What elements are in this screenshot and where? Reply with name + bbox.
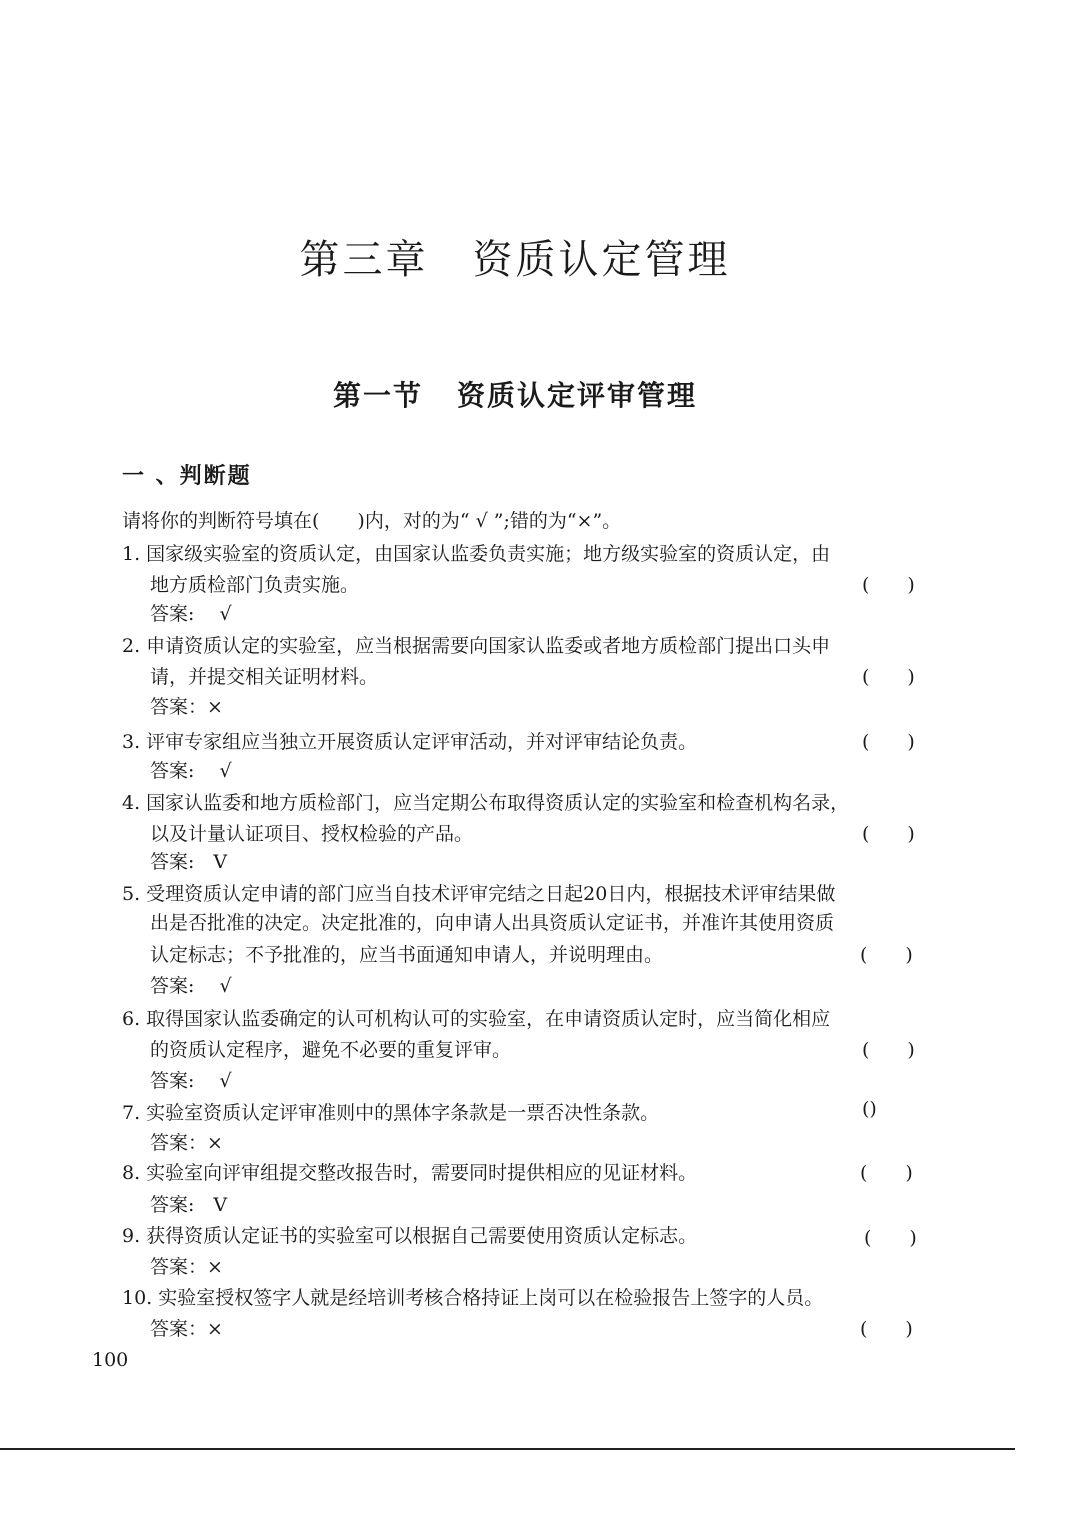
chapter-label: 第三章 [299, 237, 429, 283]
question-text: 8. 实验室向评审组提交整改报告时，需要同时提供相应的见证材料。 [122, 1162, 698, 1184]
section-title [0, 374, 1030, 414]
answer-blank: ( ) [864, 1227, 917, 1249]
question-text-continued: 请，并提交相关证明材料。 [150, 666, 379, 688]
answer-text: 答案: √ [150, 975, 232, 997]
answer-text: 答案：× [150, 696, 223, 718]
answer-text: 答案：× [150, 1132, 223, 1154]
question-text-continued: 以及计量认证项目、授权检验的产品。 [150, 823, 474, 845]
part-heading: 一 、判断题 [122, 463, 252, 489]
question-text-continued: 出是否批准的决定。决定批准的，向申请人出具资质认定证书，并准许其使用资质 [150, 912, 835, 934]
question-text-continued: 的资质认定程序，避免不必要的重复评审。 [150, 1039, 512, 1061]
question-text: 9. 获得资质认定证书的实验室可以根据自己需要使用资质认定标志。 [122, 1225, 698, 1247]
answer-blank: ( ) [860, 1318, 913, 1340]
answer-blank: () [862, 1098, 877, 1120]
answer-text: 答案: √ [150, 603, 232, 625]
question-text: 6. 取得国家认监委确定的认可机构认可的实验室，在申请资质认定时，应当简化相应 [122, 1008, 831, 1030]
answer-blank: ( ) [860, 1162, 913, 1184]
answer-blank: ( ) [862, 823, 915, 845]
answer-text: 答案: √ [150, 1070, 232, 1092]
question-text: 5. 受理资质认定申请的部门应当自技术评审完结之日起20日内，根据技术评审结果做 [122, 883, 836, 905]
answer-text: 答案：× [150, 1318, 223, 1340]
answer-blank: ( ) [860, 944, 913, 966]
chapter-title [0, 228, 1030, 285]
question-text: 10. 实验室授权签字人就是经培训考核合格持证上岗可以在检验报告上签字的人员。 [122, 1287, 824, 1309]
instruction-text: 请将你的判断符号填在( )内，对的为“ √ ”;错的为“×”。 [122, 510, 622, 532]
question-text: 1. 国家级实验室的资质认定，由国家认监委负责实施；地方级实验室的资质认定，由 [122, 543, 831, 565]
question-text-continued: 地方质检部门负责实施。 [150, 574, 360, 596]
chapter-name: 资质认定管理 [472, 237, 731, 283]
section-label: 第一节 [332, 379, 423, 412]
section-name: 资质认定评审管理 [457, 379, 698, 412]
answer-blank: ( ) [862, 731, 915, 753]
answer-blank: ( ) [862, 666, 915, 688]
answer-blank: ( ) [862, 574, 915, 596]
answer-text: 答案：× [150, 1256, 223, 1278]
answer-blank: ( ) [862, 1039, 915, 1061]
answer-text: 答案: √ [150, 760, 232, 782]
question-text: 3. 评审专家组应当独立开展资质认定评审活动，并对评审结论负责。 [122, 731, 698, 753]
question-text: 2. 申请资质认定的实验室，应当根据需要向国家认监委或者地方质检部门提出口头申 [122, 635, 831, 657]
page-bottom-divider [0, 1448, 1015, 1450]
question-text: 4. 国家认监委和地方质检部门，应当定期公布取得资质认定的实验室和检查机构名录， [122, 792, 850, 814]
answer-text: 答案: V [150, 1194, 228, 1216]
answer-text: 答案: V [150, 851, 228, 873]
page-number: 100 [92, 1349, 129, 1371]
question-text-continued: 认定标志；不予批准的，应当书面通知申请人，并说明理由。 [150, 944, 664, 966]
question-text: 7. 实验室资质认定评审准则中的黑体字条款是一票否决性条款。 [122, 1102, 660, 1124]
